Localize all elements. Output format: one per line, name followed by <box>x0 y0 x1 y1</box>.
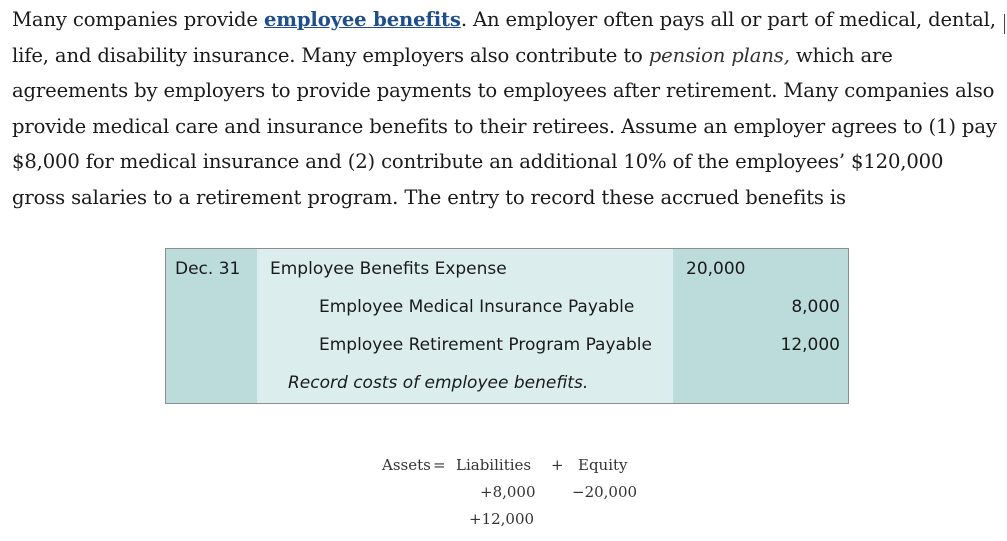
right-edge-rule <box>1004 14 1005 34</box>
journal-entry-table <box>165 248 849 404</box>
credit-account-name-1: Employee Medical Insurance Payable <box>319 297 635 317</box>
equation-equals-sign: = <box>433 456 446 474</box>
equation-plus-sign: + <box>551 456 564 474</box>
para-text-2: . An employer often pays all or part of medical, dental, life, and disability insurance. Many employers also contribute to <box>12 8 996 67</box>
equation-liabilities-label: Liabilities <box>456 456 532 474</box>
liability-change-1: +8,000 <box>480 483 536 501</box>
para-text-1: Many companies provide <box>12 8 264 31</box>
employee-benefits-link[interactable]: employee benefits <box>263 8 461 31</box>
debit-account-name: Employee Benefits Expense <box>270 259 507 279</box>
equation-assets-label: Assets <box>382 456 431 474</box>
credit-column <box>756 249 848 403</box>
credit-account-name-2: Employee Retirement Program Payable <box>319 335 652 355</box>
credit-amount-2: 12,000 <box>780 335 840 355</box>
pension-plans-term: pension plans, <box>648 43 790 67</box>
liability-change-2: +12,000 <box>469 510 535 528</box>
equation-equity-label: Equity <box>578 456 628 474</box>
debit-amount: 20,000 <box>686 259 746 279</box>
intro-paragraph <box>12 2 1002 216</box>
para-text-3: which are agreements by employers to provide payments to employees after retirement. Many companies also provide medical care and insurance benefits to their retirees. Assume an employer agrees to (1) pay $8,000 for medical insurance and (2) contribute an additional 10% of the employees’ $120,000 gross salaries to a retirement program. The entry to record these accrued benefits is <box>12 43 997 209</box>
entry-memo: Record costs of employee benefits. <box>288 373 589 393</box>
entry-date: Dec. 31 <box>175 259 241 279</box>
credit-amount-1: 8,000 <box>791 297 840 317</box>
equity-change: −20,000 <box>572 483 638 501</box>
